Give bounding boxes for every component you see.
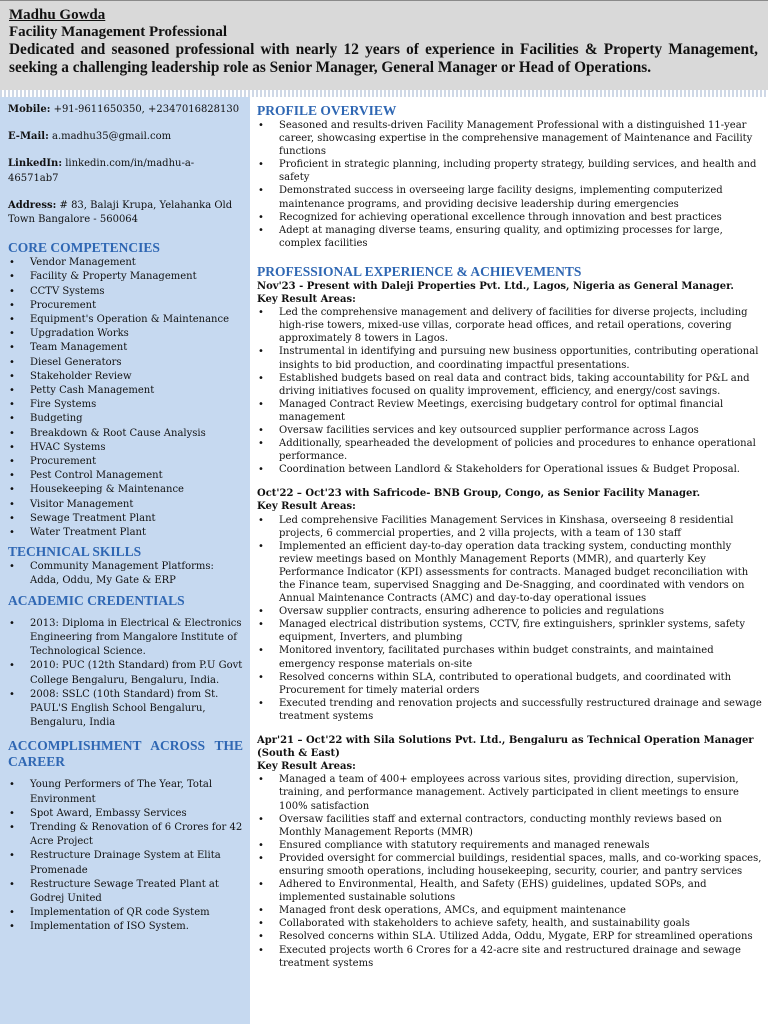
job-list xyxy=(257,280,762,970)
competency-item: • Sewage Treatment Plant xyxy=(8,512,243,526)
key-result-areas-label: Key Result Areas: xyxy=(257,501,356,513)
profile-list xyxy=(257,119,762,250)
job-entry xyxy=(257,487,762,723)
competency-item: • Facility & Property Management xyxy=(8,270,243,284)
job-duty-item: • Implemented an efficient day-to-day operation data tracking system, conducting monthly review meetings based on Monthly Management Reports (MMR), and quarterly Key Performance Indicator (KPI) assessments for contracts. Managed budget reconciliation with the Finance team, supervised Snagging and De-Snagging, and coordinated with vendors on Annual Maintenance Contracts (AMC) and day-to-day operational issues xyxy=(257,540,762,605)
section-title: ACCOMPLISHMENT ACROSS THE CAREER xyxy=(8,738,243,770)
core-competencies-list xyxy=(8,256,243,540)
competency-item: • Equipment's Operation & Maintenance xyxy=(8,313,243,327)
main-content xyxy=(257,97,762,1024)
competency-item: • Pest Control Management xyxy=(8,469,243,483)
job-duty-item: • Led the comprehensive management and delivery of facilities for diverse projects, including high-rise towers, mixed-use villas, corporate head offices, and retail operations, covering approximately 8 towers in Lagos. xyxy=(257,306,762,345)
accomplishment-section xyxy=(8,738,243,934)
accomplishment-item: • Implementation of QR code System xyxy=(8,906,243,920)
accomplishment-item: • Restructure Sewage Treated Plant at Godrej United xyxy=(8,878,243,906)
technical-skills-list xyxy=(8,560,243,588)
job-duty-item: • Monitored inventory, facilitated purchases within budget constraints, and maintained emergency response materials on-site xyxy=(257,644,762,670)
section-title: CORE COMPETENCIES xyxy=(8,240,160,256)
competency-item: • Team Management xyxy=(8,341,243,355)
competency-item: • CCTV Systems xyxy=(8,285,243,299)
job-duty-item: • Managed front desk operations, AMCs, and equipment maintenance xyxy=(257,904,762,917)
job-duty-item: • Resolved concerns within SLA, contributed to operational budgets, and coordinated with Procurement for timely material orders xyxy=(257,671,762,697)
contact-email: E-Mail: a.madhu35@gmail.com xyxy=(8,131,172,143)
competency-item: • Budgeting xyxy=(8,412,243,426)
job-duty-item: • Managed electrical distribution systems, CCTV, fire extinguishers, sprinkler systems, safety equipment, Inverters, and plumbing xyxy=(257,618,762,644)
job-duty-item: • Established budgets based on real data and contract bids, taking accountability for P&L and driving initiatives focused on quality improvement, efficiency, and energy/cost savings. xyxy=(257,372,762,398)
job-duty-item: • Instrumental in identifying and pursuing new business opportunities, contributing operational insights to bid production, and coordinating impactful presentations. xyxy=(257,345,762,371)
accomplishment-item: • Implementation of ISO System. xyxy=(8,920,243,934)
job-duty-item: • Managed a team of 400+ employees across various sites, providing direction, supervision, training, and performance management. Actively participated in client meetings to ensure 100% satisfaction xyxy=(257,773,762,812)
profile-item: • Proficient in strategic planning, including property strategy, building services, and health and safety xyxy=(257,158,762,184)
profile-item: • Adept at managing diverse teams, ensuring quality, and optimizing processes for large, complex facilities xyxy=(257,224,762,250)
competency-item: • Upgradation Works xyxy=(8,327,243,341)
key-result-areas-label: Key Result Areas: xyxy=(257,294,356,306)
profile-item: • Seasoned and results-driven Facility Management Professional with a distinguished 11-year career, showcasing expertise in the comprehensive management of Maintenance and Facility functions xyxy=(257,119,762,158)
education-item: • 2013: Diploma in Electrical & Electronics Engineering from Mangalore Institute of Technological Science. xyxy=(8,617,243,660)
competency-item: • Vendor Management xyxy=(8,256,243,270)
academic-section xyxy=(8,593,243,731)
academic-list xyxy=(8,617,243,731)
resume-header xyxy=(0,0,768,90)
job-duty-item: • Executed trending and renovation projects and successfully restructured drainage and sewage treatment systems xyxy=(257,697,762,723)
profile-item: • Demonstrated success in overseeing large facility designs, implementing computerized maintenance programs, and providing decisive leadership during emergencies xyxy=(257,184,762,210)
job-duty-item: • Ensured compliance with statutory requirements and managed renewals xyxy=(257,839,762,852)
job-entry xyxy=(257,734,762,970)
job-heading: Oct'22 – Oct'23 with Safricode- BNB Group, Congo, as Senior Facility Manager. xyxy=(257,488,701,500)
competency-item: • Diesel Generators xyxy=(8,356,243,370)
job-duties-list xyxy=(257,514,762,724)
accomplishment-item: • Restructure Drainage System at Elita Promenade xyxy=(8,849,243,877)
profile-item: • Recognized for achieving operational excellence through innovation and best practices xyxy=(257,211,762,224)
job-duty-item: • Collaborated with stakeholders to achieve safety, health, and sustainability goals xyxy=(257,917,762,930)
contact-address: Address: # 83, Balaji Krupa, Yelahanka Old Town Bangalore - 560064 xyxy=(8,199,233,226)
job-duty-item: • Managed Contract Review Meetings, exercising budgetary control for optimal financial management xyxy=(257,398,762,424)
contact-linkedin: LinkedIn: linkedin.com/in/madhu-a-46571ab7 xyxy=(8,158,195,184)
accomplishment-item: • Young Performers of The Year, Total Environment xyxy=(8,778,243,806)
experience-section xyxy=(257,264,762,970)
job-entry xyxy=(257,280,762,476)
accomplishment-item: • Trending & Renovation of 6 Crores for 42 Acre Project xyxy=(8,821,243,849)
competency-item: • Stakeholder Review xyxy=(8,370,243,384)
education-item: • 2010: PUC (12th Standard) from P.U Govt College Bengaluru, Bengaluru, India. xyxy=(8,659,243,687)
job-duty-item: • Executed projects worth 6 Crores for a 42-acre site and restructured drainage and sewage treatment systems xyxy=(257,944,762,970)
job-heading: Nov'23 - Present with Daleji Properties Pvt. Ltd., Lagos, Nigeria as General Manager. xyxy=(257,280,734,292)
job-duties-list xyxy=(257,306,762,476)
competency-item: • Housekeeping & Maintenance xyxy=(8,483,243,497)
sidebar xyxy=(0,97,250,1024)
candidate-name: Madhu Gowda xyxy=(9,7,106,23)
technical-skills-section xyxy=(8,544,243,588)
accomplishment-list xyxy=(8,778,243,934)
skill-item: • Community Management Platforms: Adda, Oddu, My Gate & ERP xyxy=(8,560,243,588)
job-duty-item: • Provided oversight for commercial buildings, residential spaces, malls, and co-working spaces, ensuring smooth operations, including housekeeping, security, courier, and pantry services xyxy=(257,852,762,878)
accomplishment-item: • Spot Award, Embassy Services xyxy=(8,807,243,821)
competency-item: • Procurement xyxy=(8,455,243,469)
job-duty-item: • Oversaw facilities staff and external contractors, conducting monthly reviews based on Monthly Management Reports (MMR) xyxy=(257,813,762,839)
education-item: • 2008: SSLC (10th Standard) from St. PAUL'S English School Bengaluru, Bengaluru, India xyxy=(8,688,243,731)
competency-item: • Fire Systems xyxy=(8,398,243,412)
key-result-areas-label: Key Result Areas: xyxy=(257,761,356,773)
section-title: PROFILE OVERVIEW xyxy=(257,103,397,118)
competency-item: • Visitor Management xyxy=(8,498,243,512)
job-duty-item: • Oversaw supplier contracts, ensuring adherence to policies and regulations xyxy=(257,605,762,618)
section-title: TECHNICAL SKILLS xyxy=(8,544,142,560)
job-duty-item: • Oversaw facilities services and key outsourced supplier performance across Lagos xyxy=(257,424,762,437)
candidate-summary: Dedicated and seasoned professional with nearly 12 years of experience in Facilities & Property Management, seeking a challenging leadership role as Senior Manager, General Manager or Head of Operations. xyxy=(9,41,758,76)
job-duty-item: • Additionally, spearheaded the development of policies and procedures to enhance operational performance. xyxy=(257,437,762,463)
contact-mobile: Mobile: +91-9611650350, +2347016828130 xyxy=(8,104,240,115)
section-title: PROFESSIONAL EXPERIENCE & ACHIEVEMENTS xyxy=(257,263,582,279)
job-duties-list xyxy=(257,773,762,969)
job-heading: Apr'21 – Oct'22 with Sila Solutions Pvt. Ltd., Bengaluru as Technical Operation Manager (South & East) xyxy=(257,735,754,760)
candidate-role: Facility Management Professional xyxy=(9,24,228,40)
job-duty-item: • Adhered to Environmental, Health, and Safety (EHS) guidelines, updated SOPs, and implemented sustainable solutions xyxy=(257,878,762,904)
competency-item: • Water Treatment Plant xyxy=(8,526,243,540)
competency-item: • Petty Cash Management xyxy=(8,384,243,398)
competency-item: • Procurement xyxy=(8,299,243,313)
header-divider xyxy=(0,90,768,97)
job-duty-item: • Resolved concerns within SLA. Utilized Adda, Oddu, Mygate, ERP for streamlined operations xyxy=(257,930,762,943)
competency-item: • HVAC Systems xyxy=(8,441,243,455)
core-competencies-section xyxy=(8,240,243,540)
job-duty-item: • Led comprehensive Facilities Management Services in Kinshasa, overseeing 8 residential projects, 6 commercial properties, and 2 villa projects, with a team of 130 staff xyxy=(257,514,762,540)
job-duty-item: • Coordination between Landlord & Stakeholders for Operational issues & Budget Proposal. xyxy=(257,463,762,476)
competency-item: • Breakdown & Root Cause Analysis xyxy=(8,427,243,441)
section-title: ACADEMIC CREDENTIALS xyxy=(8,592,185,608)
profile-overview-section xyxy=(257,103,762,250)
